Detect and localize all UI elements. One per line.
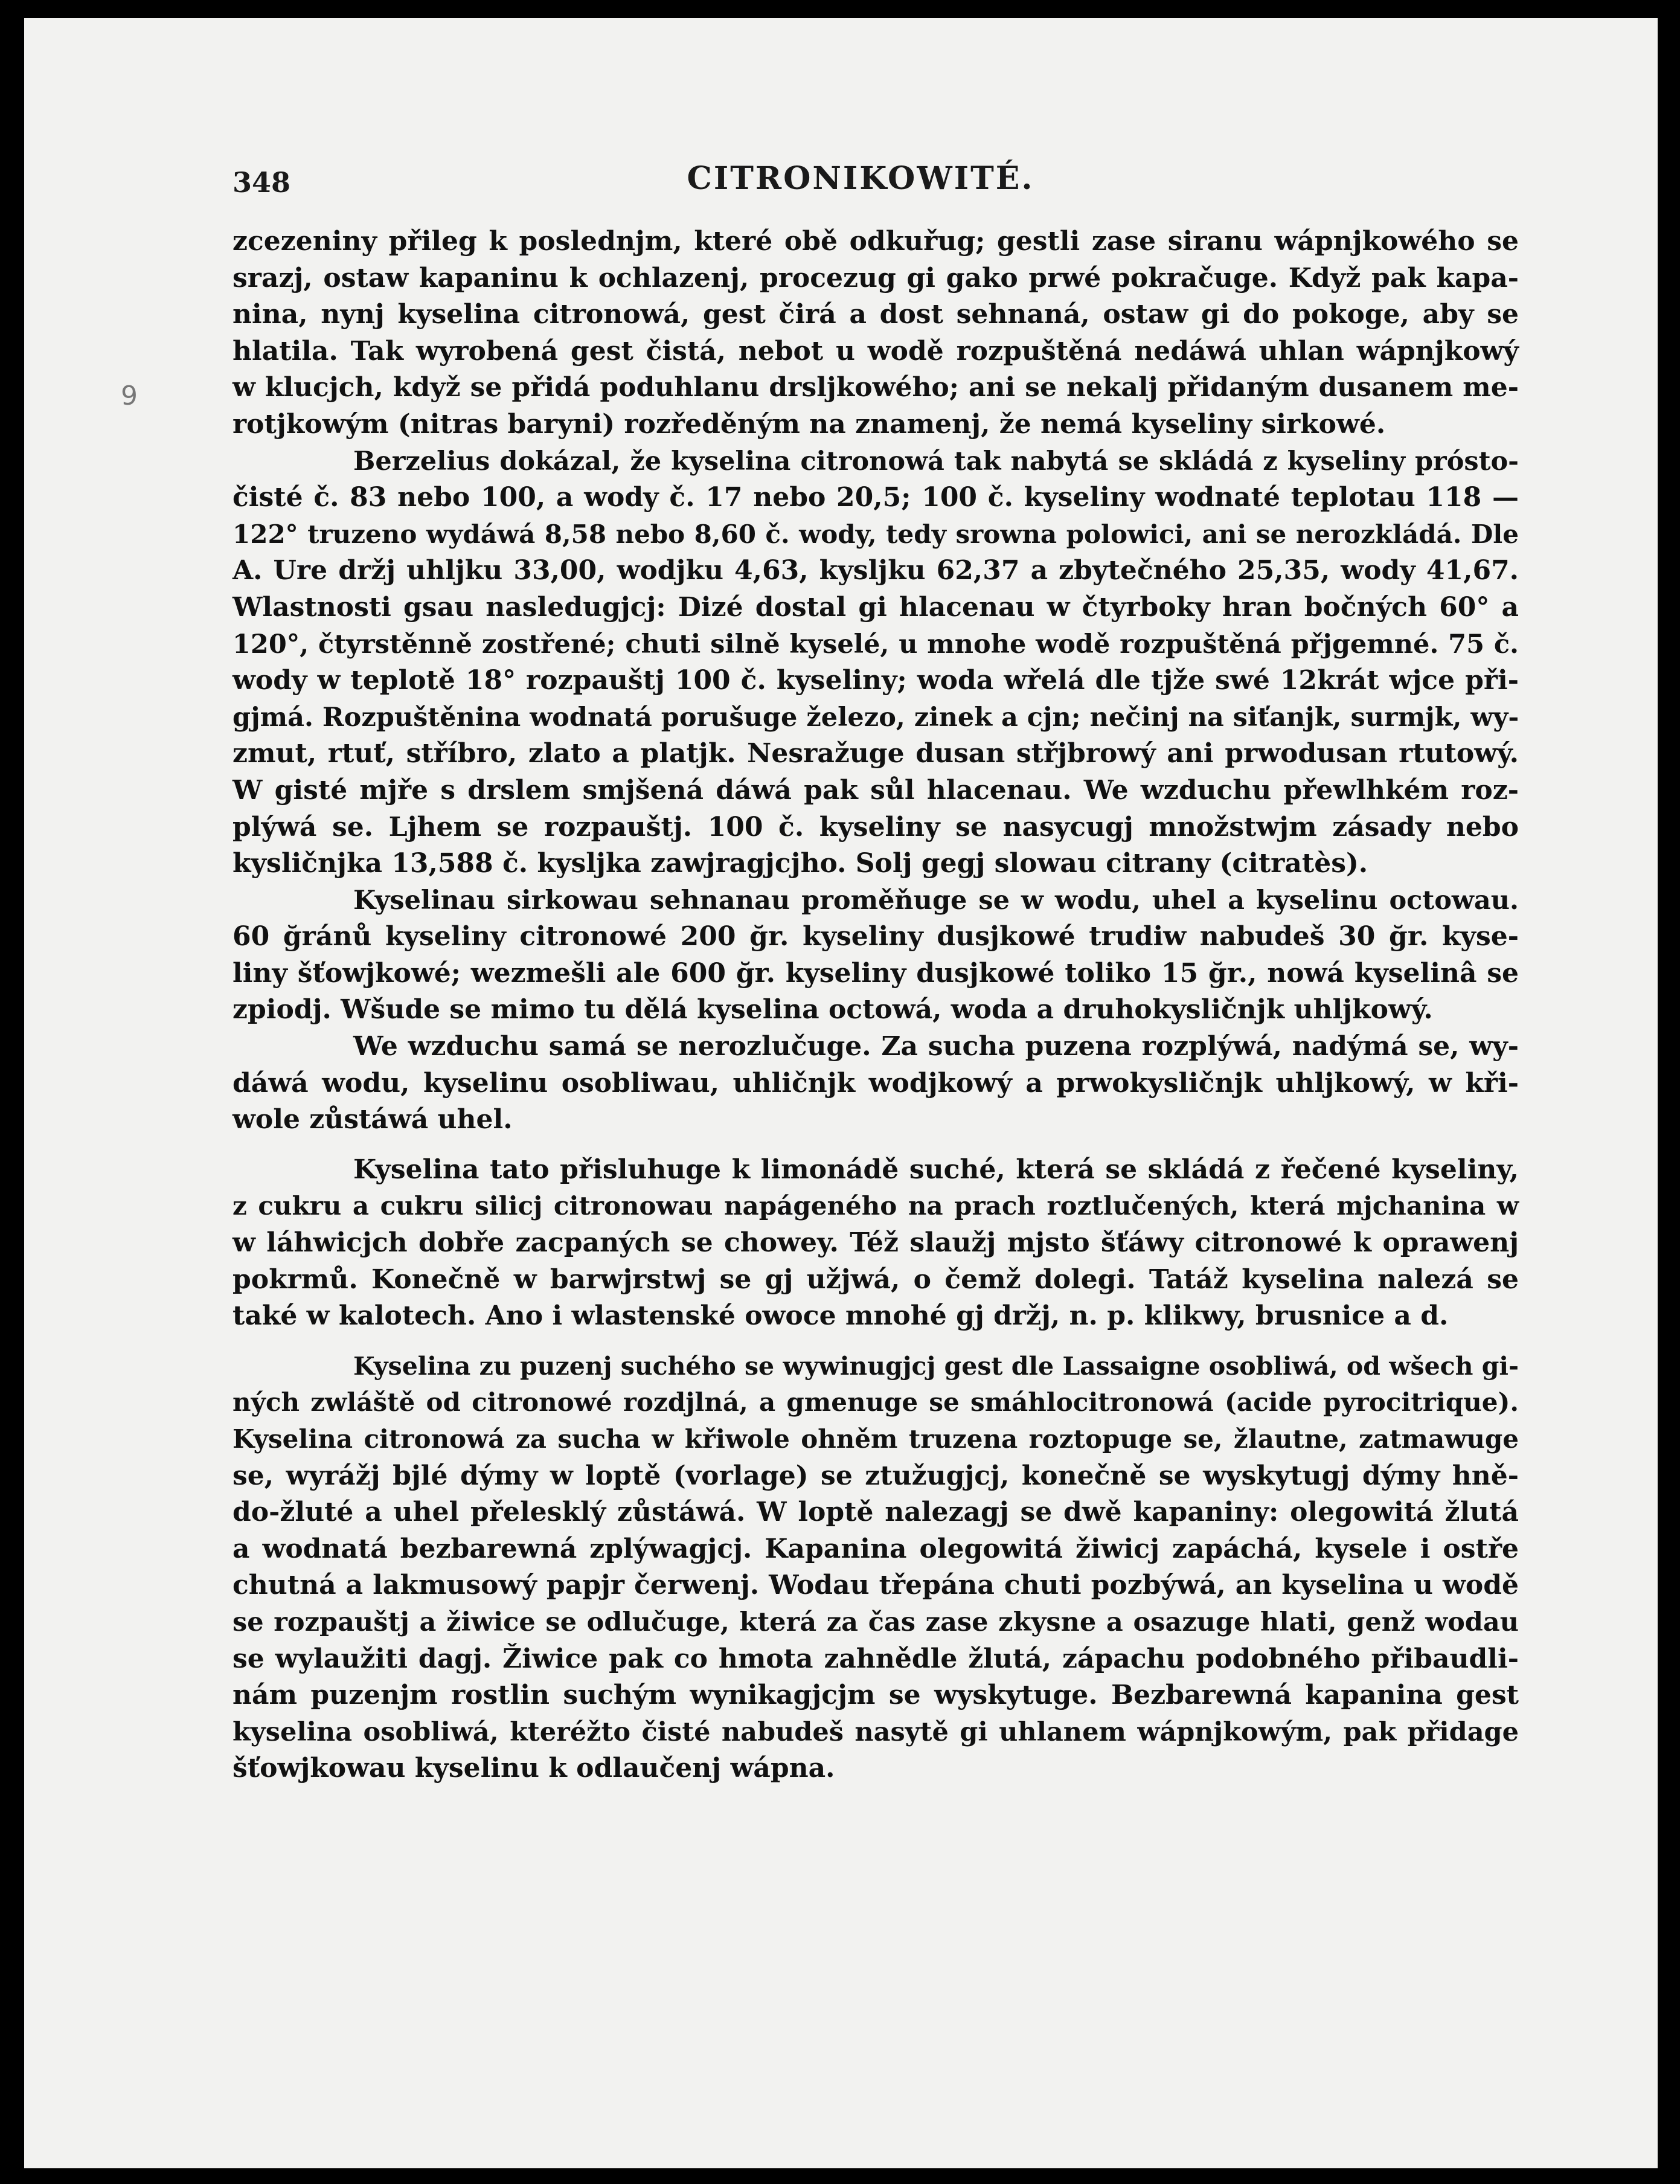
text-line: Kyselinau sirkowau sehnanau proměňuge se w wodu, uhel a kyselinu octowau. — [353, 885, 1519, 916]
paragraph — [232, 1029, 1519, 1139]
text-line: Kyselina zu puzenj suchého se wywinugjcj gest dle Lassaigne osobliwá, od wšech gi- — [353, 1351, 1519, 1381]
text-line: nina, nynj kyselina citronowá, gest čirá a dost sehnaná, ostaw gi do pokoge, aby se — [232, 299, 1519, 330]
paragraph — [232, 223, 1519, 443]
text-line: ných zwláště od citronowé rozdjlná, a gmenuge se smáhlocitronowá (acide pyrocitrique). — [232, 1387, 1519, 1418]
paragraph — [232, 1152, 1519, 1335]
text-line: W gisté mjře s drslem smjšená dáwá pak sůl hlacenau. We wzduchu přewlhkém roz- — [232, 774, 1519, 806]
text-line: a wodnatá bezbarewná zplýwagjcj. Kapanina olegowitá žiwicj zapáchá, kysele i ostře — [232, 1533, 1519, 1564]
text-line: chutná a lakmusowý papjr čerwenj. Wodau třepána chuti pozbýwá, an kyselina u wodě — [232, 1570, 1519, 1601]
text-line: w klucjch, když se přidá poduhlanu drsljkowého; ani se nekalj přidaným dusanem me- — [232, 372, 1519, 403]
text-line: kyselina osobliwá, kteréžto čisté nabudeš nasytě gi uhlanem wápnjkowým, pak přidage — [232, 1717, 1519, 1747]
text-line: Berzelius dokázal, že kyselina citronowá tak nabytá se skládá z kyseliny prósto- — [353, 446, 1519, 477]
paragraph-gap — [232, 1335, 1519, 1348]
text-line: se wylaužiti dagj. Žiwice pak co hmota zahnědle žlutá, zápachu podobného přibaudli- — [232, 1643, 1519, 1674]
text-line: wody w teplotě 18° rozpauštj 100 č. kyseliny; woda wřelá dle tjže swé 12krát wjce při- — [232, 665, 1519, 696]
text-line: w láhwicjch dobře zacpaných se chowey. Též slaužj mjsto šťáwy citronowé k oprawenj — [232, 1227, 1519, 1259]
text-line: hlatila. Tak wyrobená gest čistá, nebot u wodě rozpuštěná nedáwá uhlan wápnjkowý — [232, 335, 1519, 367]
page-number: 348 — [232, 166, 291, 199]
text-line: Kyselina citronowá za sucha w křiwole ohněm truzena roztopuge se, žlautne, zatmawuge — [232, 1424, 1519, 1454]
text-line: čisté č. 83 nebo 100, a wody č. 17 nebo 20,5; 100 č. kyseliny wodnaté teplotau 118 — — [232, 482, 1519, 513]
text-line: srazj, ostaw kapaninu k ochlazenj, procezug gi gako prwé pokračuge. Když pak kapa- — [232, 262, 1519, 294]
book-page — [24, 18, 1658, 2168]
text-line: se, wyrážj bjlé dýmy w loptě (vorlage) se ztužugjcj, konečně se wyskytugj dýmy hně- — [232, 1460, 1519, 1491]
text-line: plýwá se. Ljhem se rozpauštj. 100 č. kyseliny se nasycugj množstwjm zásady nebo — [232, 811, 1519, 843]
text-line: 122° truzeno wydáwá 8,58 nebo 8,60 č. wody, tedy srowna polowici, ani se nerozkládá. Dle — [232, 519, 1519, 549]
text-line: 120°, čtyrstěnně zostřené; chuti silně kyselé, u mnohe wodě rozpuštěná přjgemné. 75 č. — [232, 629, 1519, 660]
text-line: šťowjkowau kyselinu k odlaučenj wápna. — [232, 1753, 835, 1784]
margin-pencil-mark: 9 — [121, 381, 138, 411]
paragraph-gap — [232, 1139, 1519, 1152]
text-line: také w kalotech. Ano i wlastenské owoce mnohé gj držj, n. p. klikwy, brusnice a d. — [232, 1300, 1449, 1332]
text-line: rotjkowým (nitras baryni) rozředěným na znamenj, že nemá kyseliny sirkowé. — [232, 408, 1386, 440]
text-line: se rozpauštj a žiwice se odlučuge, která za čas zase zkysne a osazuge hlati, genž wodau — [232, 1607, 1519, 1637]
page-header — [232, 160, 1489, 202]
paragraph — [232, 443, 1519, 882]
text-line: Kyselina tato přisluhuge k limonádě suché, která se skládá z řečené kyseliny, — [353, 1154, 1519, 1185]
text-line: pokrmů. Konečně w barwjrstwj se gj užjwá, o čemž dolegi. Tatáž kyselina nalezá se — [232, 1264, 1519, 1295]
text-line: wole zůstáwá uhel. — [232, 1104, 513, 1135]
paragraph — [232, 1348, 1519, 1787]
body-text — [232, 223, 1519, 1787]
text-line: gjmá. Rozpuštěnina wodnatá porušuge železo, zinek a cjn; nečinj na siťanjk, surmjk, wy- — [232, 702, 1519, 733]
text-line: dáwá wodu, kyselinu osobliwau, uhličnjk wodjkowý a prwokysličnjk uhljkowý, w kři- — [232, 1067, 1519, 1099]
text-line: nám puzenjm rostlin suchým wynikagjcjm se wyskytuge. Bezbarewná kapanina gest — [232, 1680, 1519, 1711]
text-line: 60 ğránů kyseliny citronowé 200 ğr. kyseliny dusjkowé trudiw nabudeš 30 ğr. kyse- — [232, 921, 1519, 952]
paragraph — [232, 882, 1519, 1029]
text-line: Wlastnosti gsau nasledugjcj: Dizé dostal gi hlacenau w čtyrboky hran bočných 60° a — [232, 591, 1519, 623]
text-line: do-žluté a uhel přelesklý zůstáwá. W loptě nalezagj se dwě kapaniny: olegowitá žlutá — [232, 1497, 1519, 1528]
text-line: We wzduchu samá se nerozlučuge. Za sucha puzena rozplýwá, nadýmá se, wy- — [353, 1031, 1519, 1062]
text-line: z cukru a cukru silicj citronowau napágeného na prach roztlučených, která mjchanina w — [232, 1191, 1519, 1221]
text-line: zmut, rtuť, stříbro, zlato a platjk. Nesražuge dusan střjbrowý ani prwodusan rtutowý. — [232, 738, 1519, 769]
text-line: A. Ure držj uhljku 33,00, wodjku 4,63, kysljku 62,37 a zbytečného 25,35, wody 41,67. — [232, 555, 1519, 586]
text-line: zcezeniny přileg k poslednjm, které obě odkuřug; gestli zase siranu wápnjkowého se — [232, 226, 1519, 257]
text-line: kysličnjka 13,588 č. kysljka zawjragjcjho. Solj gegj slowau citrany (citratès). — [232, 848, 1368, 879]
text-line: zpiodj. Wšude se mimo tu dělá kyselina octowá, woda a druhokysličnjk uhljkowý. — [232, 994, 1433, 1026]
text-line: liny šťowjkowé; wezmešli ale 600 ğr. kyseliny dusjkowé toliko 15 ğr., nowá kyselinâ se — [232, 957, 1519, 989]
running-title: CITRONIKOWITÉ. — [687, 160, 1034, 197]
